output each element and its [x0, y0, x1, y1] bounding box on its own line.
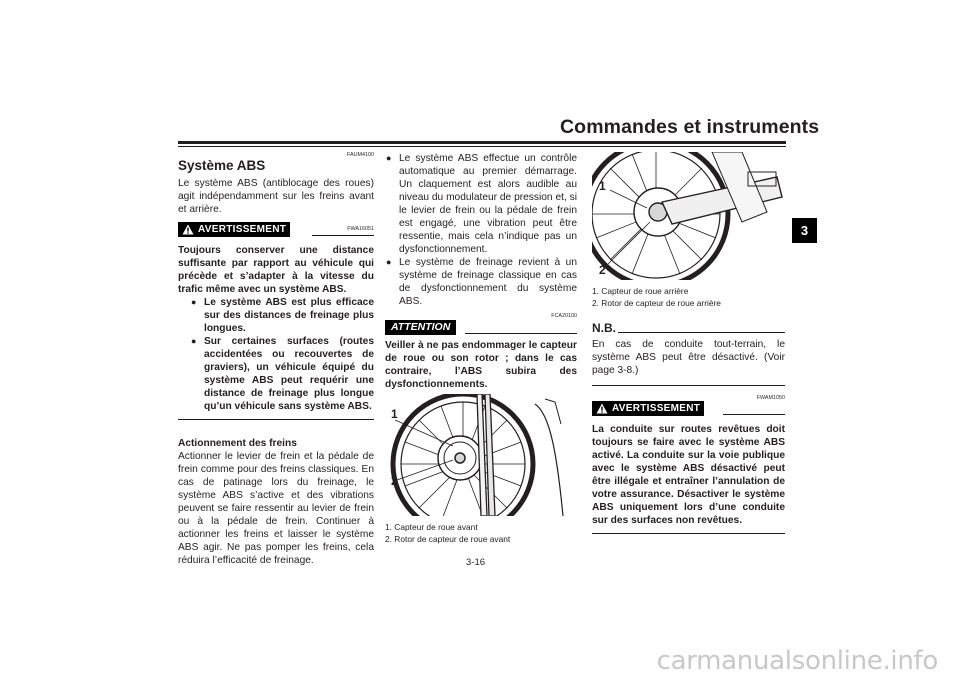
warning-header-rule [723, 414, 785, 415]
warning-label: AVERTISSEMENT [612, 403, 701, 414]
section-code: FAUM4100 [347, 152, 374, 158]
attention-code: FCA20100 [551, 313, 577, 319]
page-title: Commandes et instruments [560, 116, 820, 138]
figure-caption: 2. Rotor de capteur de roue arrière [592, 298, 721, 308]
rear-wheel-figure [592, 152, 785, 280]
warning-code: FWA16051 [347, 226, 374, 232]
rear-wheel-illustration [592, 152, 785, 280]
page-number: 3-16 [466, 557, 486, 568]
figure-caption: 1. Capteur de roue arrière [592, 286, 689, 296]
warning-triangle-icon [182, 224, 194, 235]
chapter-tab[interactable]: 3 [792, 218, 817, 243]
warning-header [178, 222, 374, 242]
nb-end-rule [592, 385, 785, 386]
front-wheel-illustration [385, 394, 578, 516]
warning-code: FWAM1050 [756, 395, 785, 401]
attention-header-rule [465, 333, 577, 334]
warning-bullet: ● Sur certaines surfaces (routes accidentées ou recouvertes de graviers), un véhicule équipé du système ABS peut requérir une distance de freinage plus longue qu’un véhicule sans système ABS. [190, 335, 374, 413]
warning-end-rule [592, 533, 785, 534]
watermark: carmanualsonline.info [656, 646, 938, 676]
nb-header-rule [618, 332, 785, 333]
section-title: Système ABS [178, 158, 266, 173]
abs-bullet: ● Le système ABS effectue un contrôle automatique au premier démarrage. Un claquement est alors audible au niveau du modulateur de pression et, si le levier de frein ou la pédale de frein est engagé, une vibration peut être ressentie, mais cela n’indique pas un dysfonctionnement. [385, 152, 577, 256]
warning-triangle-icon [596, 403, 608, 414]
attention-badge: ATTENTION [385, 320, 456, 335]
body-paragraph: Actionner le levier de frein et la pédale de frein comme pour des freins classiques. En cas de patinage lors du freinage, le système ABS s’active et des vibrations peuvent se faire ressentir au levier de frein ou à la pédale de frein. Continuer à actionner les freins et laisser le système ABS agir. Ne pas pomper les freins, cela réduira l’efficacité de freinage. [178, 451, 374, 567]
nb-header [592, 322, 785, 336]
figure-callout-1: 1 [391, 407, 398, 421]
front-figure-captions [385, 521, 577, 545]
subheading: Actionnement des freins [178, 438, 297, 450]
figure-caption: 2. Rotor de capteur de roue avant [385, 534, 511, 544]
warning-bullet-list [190, 296, 374, 413]
warning-header [592, 401, 785, 421]
figure-caption: 1. Capteur de roue avant [385, 522, 478, 532]
attention-text: Veiller à ne pas endommager le capteur de roue ou son rotor ; dans le cas contraire, l’ABS subira des dysfonctionnements. [385, 340, 577, 390]
front-wheel-figure [385, 394, 578, 516]
abs-bullet: ● Le système de freinage revient à un système de freinage classique en cas de dysfonctionnement du système ABS. [385, 256, 577, 308]
warning-header-rule [312, 235, 374, 236]
warning-badge [592, 401, 704, 416]
warning-text: La conduite sur routes revêtues doit toujours se faire avec le système ABS activé. La conduite sur la voie publique avec le système ABS désactivé peut être illégale et entraîner l’annulation de votre assurance. Désactiver le système ABS uniquement lors d’une conduite sur des surfaces non revêtues. [592, 424, 785, 526]
header-rule-thin [178, 146, 786, 147]
column-3 [592, 285, 785, 534]
column-1 [178, 152, 374, 567]
warning-block [178, 222, 374, 420]
nb-label: N.B. [592, 321, 616, 335]
warning-text: Toujours conserver une distance suffisante par rapport au véhicule qui précède et s’adapter à la vitesse du trafic même avec un système ABS. [178, 245, 374, 295]
abs-bullet-list [385, 152, 577, 308]
figure-callout-2: 2 [599, 263, 606, 277]
nb-text: En cas de conduite tout-terrain, le système ABS peut être désactivé. (Voir page 3-8.) [592, 339, 785, 376]
header-rule [178, 141, 786, 144]
warning-bullet: ● Le système ABS est plus efficace sur des distances de freinage plus longues. [190, 296, 374, 335]
intro-paragraph: Le système ABS (antiblocage des roues) agit indépendamment sur les freins avant et arrière. [178, 178, 374, 215]
figure-callout-2: 2 [391, 474, 398, 488]
warning-label: AVERTISSEMENT [198, 224, 287, 235]
warning-end-rule [178, 419, 374, 420]
warning-badge [178, 222, 290, 237]
figure-callout-1: 1 [599, 179, 606, 193]
attention-header [385, 320, 577, 339]
column-2 [385, 152, 577, 398]
